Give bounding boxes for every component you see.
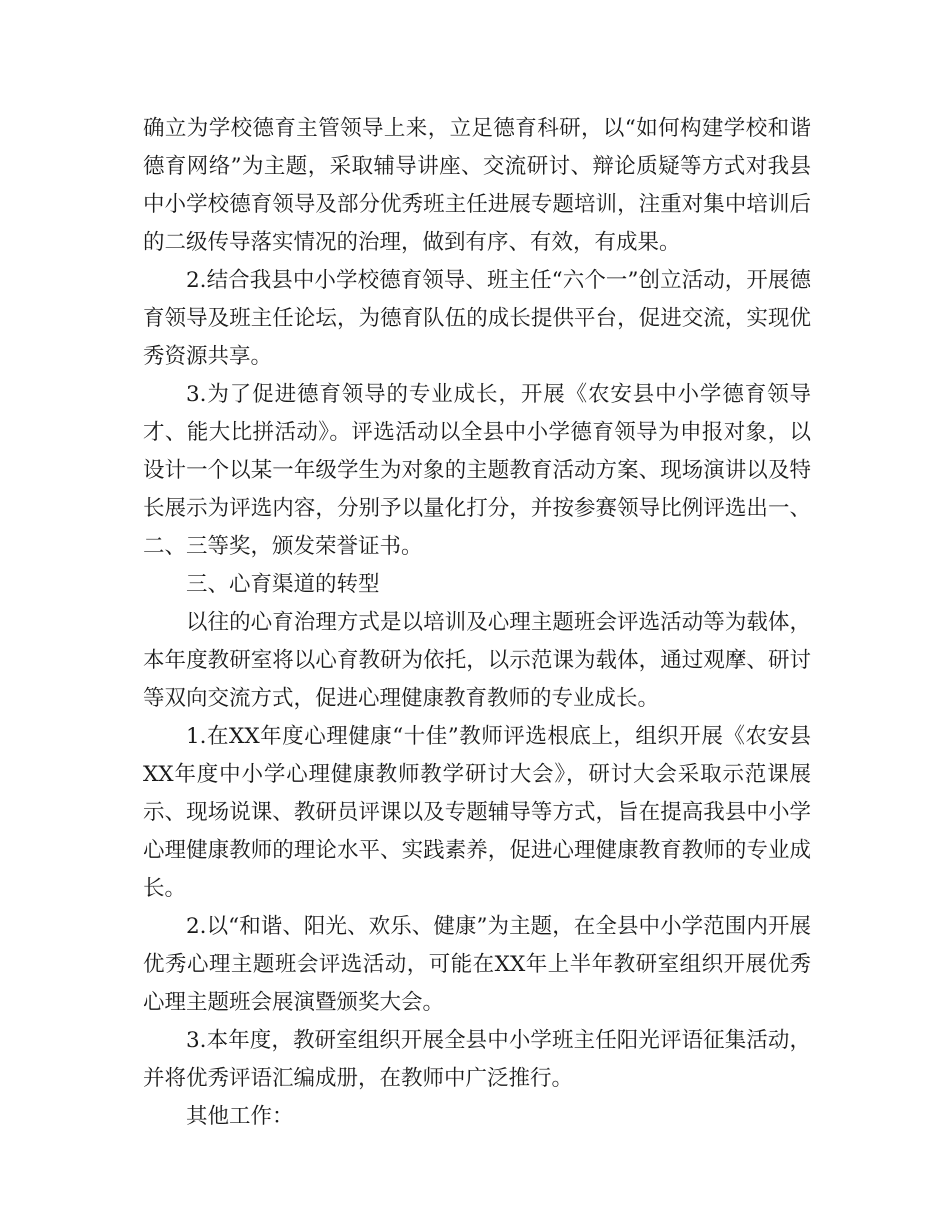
paragraph-item-2-class-meeting: 2.以“和谐、阳光、欢乐、健康”为主题，在全县中小学范围内开展优秀心理主题班会评选活动，可能在XX年上半年教研室组织开展优秀心理主题班会展演暨颁奖大会。 bbox=[143, 914, 811, 1015]
paragraph-continued: 确立为学校德育主管领导上来，立足德育科研，以“如何构建学校和谐德育网络”为主题，采取辅导讲座、交流研讨、辩论质疑等方式对我县中小学校德育领导及部分优秀班主任进展专题培训，注重对集中培训后的二级传导落实情况的治理，做到有序、有效，有成果。 bbox=[143, 116, 811, 255]
section-heading-3: 三、心育渠道的转型 bbox=[186, 572, 380, 597]
paragraph-other-work: 其他工作： bbox=[186, 1104, 294, 1129]
paragraph-item-1-seminar: 1.在XX年度心理健康“十佳”教师评选根底上，组织开展《农安县XX年度中小学心理健康教师教学研讨大会》，研讨大会采取示范课展示、现场说课、教研员评课以及专题辅导等方式，旨在提高我县中小学心理健康教师的理论水平、实践素养，促进心理健康教育教师的专业成长。 bbox=[143, 724, 811, 901]
paragraph-section-intro: 以往的心育治理方式是以培训及心理主题班会评选活动等为载体，本年度教研室将以心育教研为依托，以示范课为载体，通过观摩、研讨等双向交流方式，促进心理健康教育教师的专业成长。 bbox=[143, 610, 811, 711]
document-body bbox=[143, 110, 811, 1136]
paragraph-item-3-comments: 3.本年度，教研室组织开展全县中小学班主任阳光评语征集活动，并将优秀评语汇编成册，在教师中广泛推行。 bbox=[143, 1028, 811, 1091]
paragraph-item-2-forum: 2.结合我县中小学校德育领导、班主任“六个一”创立活动，开展德育领导及班主任论坛，为德育队伍的成长提供平台，促进交流，实现优秀资源共享。 bbox=[143, 268, 811, 369]
paragraph-item-3-competition: 3.为了促进德育领导的专业成长，开展《农安县中小学德育领导才、能大比拼活动》。评选活动以全县中小学德育领导为申报对象，以设计一个以某一年级学生为对象的主题教育活动方案、现场演讲以及特长展示为评选内容，分别予以量化打分，并按参赛领导比例评选出一、二、三等奖，颁发荣誉证书。 bbox=[143, 382, 811, 559]
